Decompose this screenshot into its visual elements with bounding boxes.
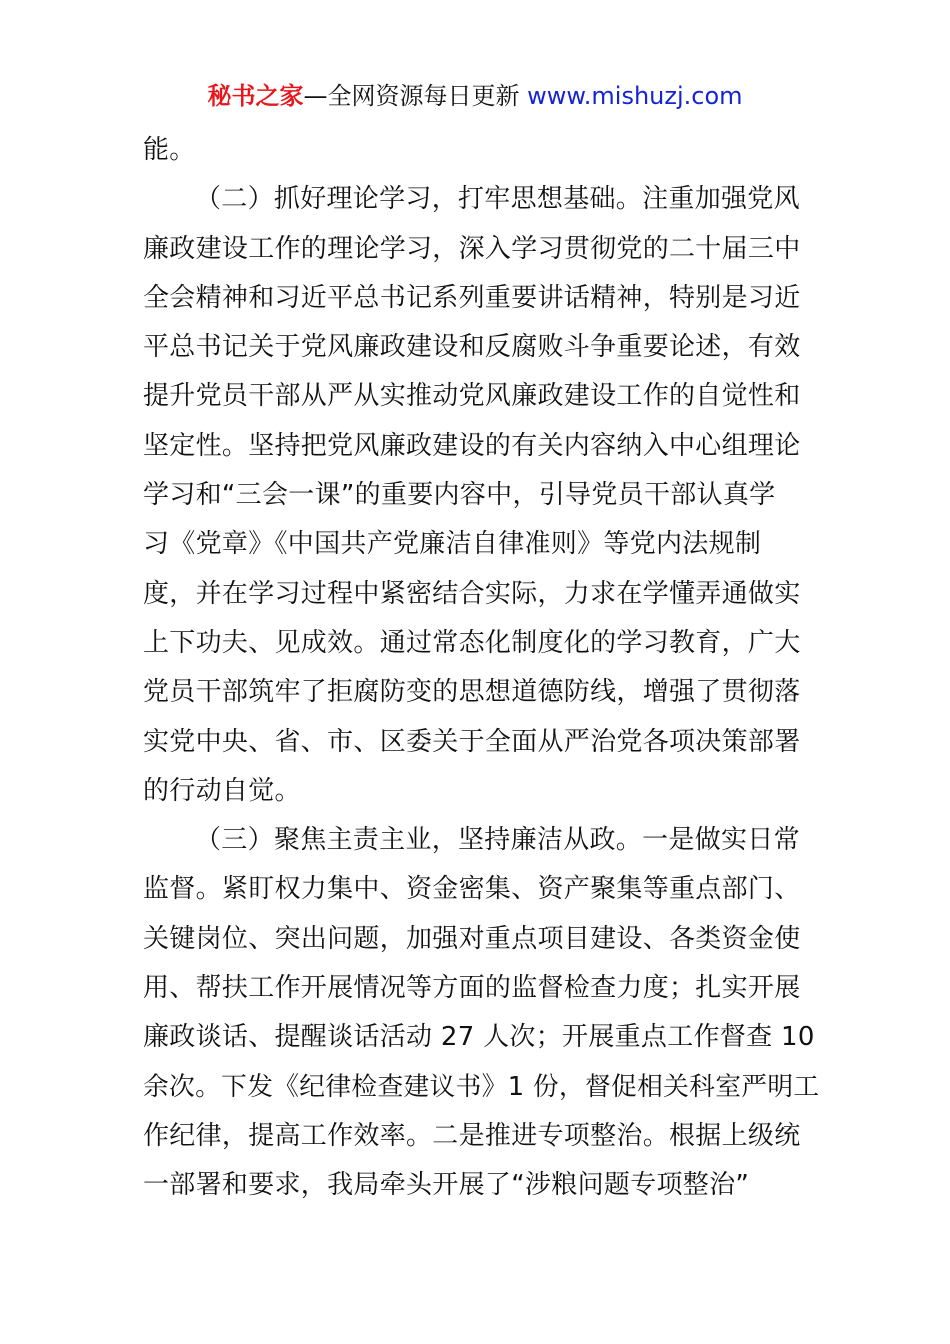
site-slogan: —全网资源每日更新 [303, 82, 520, 110]
text-line: 能。 [143, 135, 196, 165]
text-line: 用、帮扶工作开展情况等方面的监督检查力度；扎实开展 [143, 973, 801, 1004]
paragraph-start-line: （三）聚焦主责主业，坚持廉洁从政。一是做实日常 [195, 825, 800, 856]
text-line: 作纪律，提高工作效率。二是推进专项整治。根据上级统 [143, 1120, 801, 1151]
page-header [0, 80, 950, 112]
document-body [143, 126, 823, 1211]
text-line: 平总书记关于党风廉政建设和反腐败斗争重要论述，有效 [143, 332, 801, 363]
text-line: 关键岗位、突出问题，加强对重点项目建设、各类资金使 [143, 923, 801, 954]
text-line: 一部署和要求，我局牵头开展了“涉粮问题专项整治” [143, 1170, 750, 1201]
text-line: 余次。下发《纪律检查建议书》1 份，督促相关科室严明工 [143, 1071, 820, 1102]
paragraph-start-line: （二）抓好理论学习，打牢思想基础。注重加强党风 [195, 184, 800, 215]
site-url[interactable]: www.mishuzj.com [527, 82, 743, 110]
text-line: 提升党员干部从严从实推动党风廉政建设工作的自觉性和 [143, 381, 801, 412]
text-line: 廉政建设工作的理论学习，深入学习贯彻党的二十届三中 [143, 233, 801, 264]
text-line: 的行动自觉。 [143, 775, 301, 806]
text-line: 廉政谈话、提醒谈话活动 27 人次；开展重点工作督查 10 [143, 1022, 815, 1053]
text-line: 党员干部筑牢了拒腐防变的思想道德防线，增强了贯彻落 [143, 677, 801, 708]
text-line: 实党中央、省、市、区委关于全面从严治党各项决策部署 [143, 726, 801, 757]
text-line: 坚定性。坚持把党风廉政建设的有关内容纳入中心组理论 [143, 430, 801, 461]
text-line: 度，并在学习过程中紧密结合实际，力求在学懂弄通做实 [143, 578, 801, 609]
text-line: 学习和“三会一课”的重要内容中，引导党员干部认真学 [143, 480, 776, 511]
text-line: 上下功夫、见成效。通过常态化制度化的学习教育，广大 [143, 627, 801, 658]
text-line: 全会精神和习近平总书记系列重要讲话精神，特别是习近 [143, 282, 801, 313]
text-line: 监督。紧盯权力集中、资金密集、资产聚集等重点部门、 [143, 874, 801, 905]
text-line: 习《党章》《中国共产党廉洁自律准则》等党内法规制 [143, 529, 762, 560]
site-brand: 秘书之家 [207, 82, 304, 110]
